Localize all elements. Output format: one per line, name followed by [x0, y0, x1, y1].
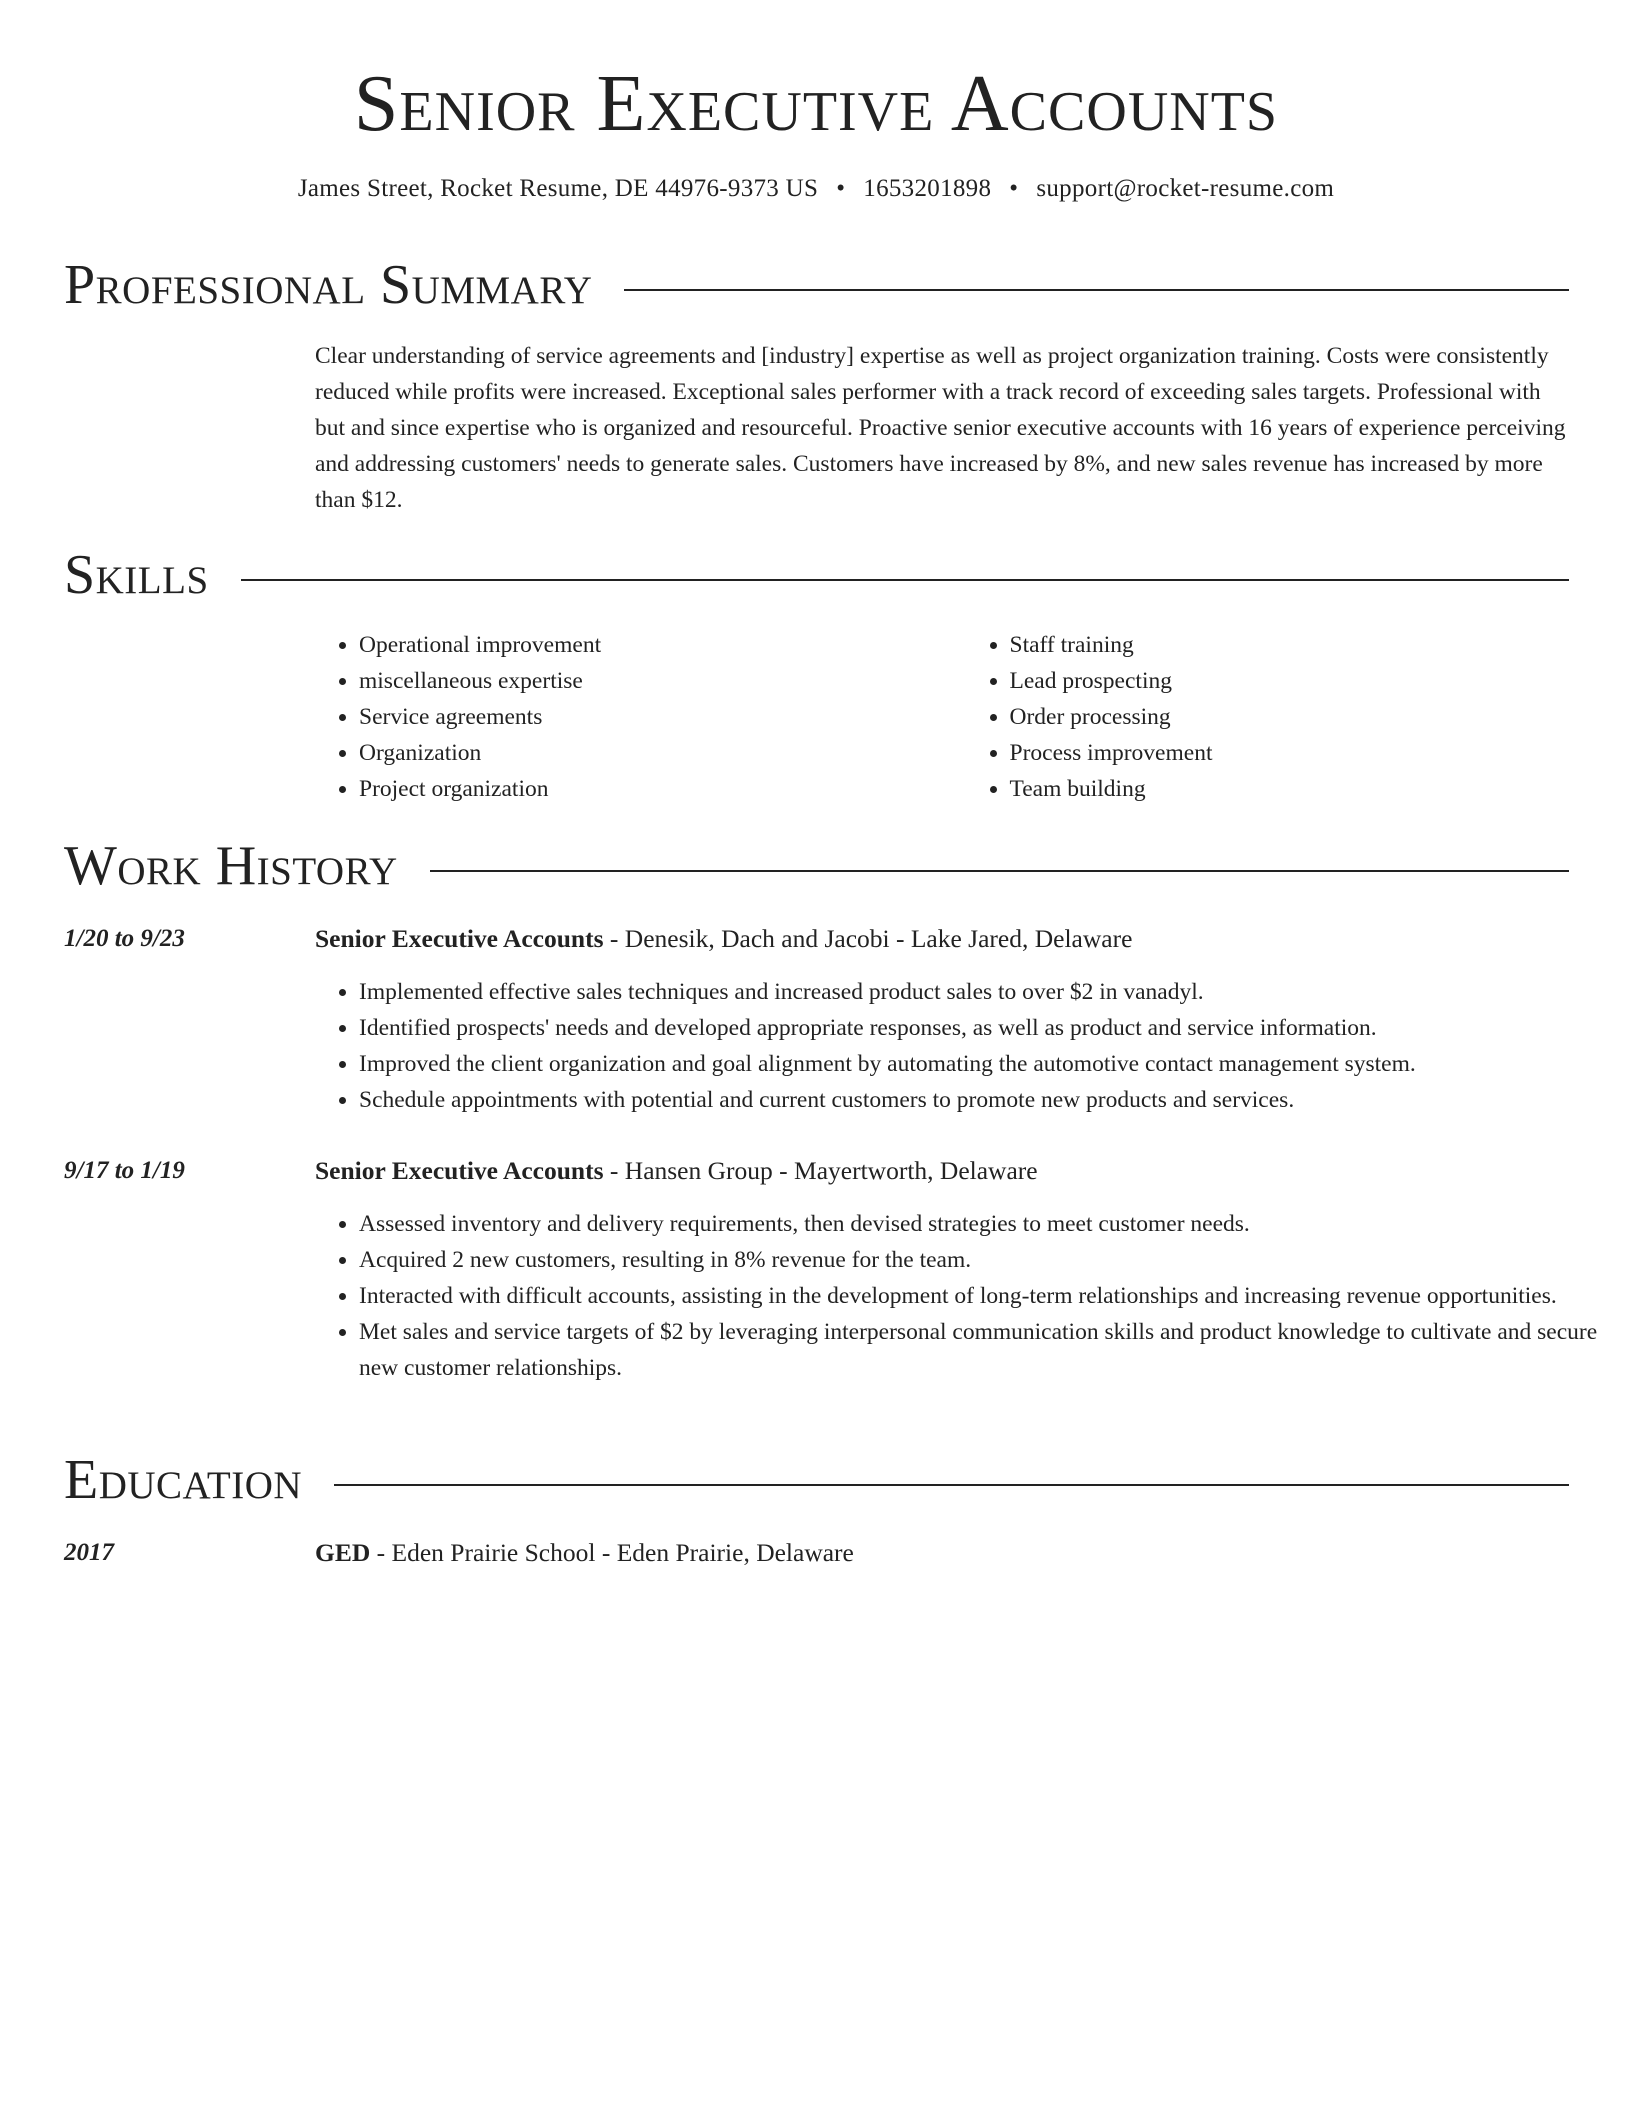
skill-item: • Team building [1010, 771, 1572, 807]
contact-address: James Street, Rocket Resume, DE 44976-9373 US [297, 175, 819, 202]
job-dates: 1/20 to 9/23 [64, 925, 185, 952]
job-bullets [315, 1206, 1615, 1386]
job-bullet: • Schedule appointments with potential and current customers to promote new products and services. [359, 1082, 1615, 1118]
contact-line [0, 172, 1632, 206]
job-bullet: • Met sales and service targets of $2 by leveraging interpersonal communication skills and product knowledge to cultivate and secure new customer relationships. [359, 1314, 1615, 1386]
skill-item: • Lead prospecting [1010, 663, 1572, 699]
education-school-location: - Eden Prairie School - Eden Prairie, Delaware [370, 1538, 854, 1567]
job-bullets [315, 974, 1615, 1118]
job-employer-location: - Hansen Group - Mayertworth, Delaware [603, 1156, 1038, 1185]
contact-phone: 1653201898 [863, 175, 992, 202]
section-title-education: Education [64, 1449, 303, 1511]
section-header-summary [64, 255, 1569, 315]
job-title: Senior Executive Accounts [315, 1156, 604, 1185]
skill-item: • Order processing [1010, 699, 1572, 735]
job-dates: 9/17 to 1/19 [64, 1157, 185, 1184]
resume-name: Senior Executive Accounts [353, 60, 1279, 148]
job-bullet: • Implemented effective sales techniques and increased product sales to over $2 in vanadyl. [359, 974, 1615, 1010]
skill-item: • Operational improvement [359, 627, 921, 663]
job-employer-location: - Denesik, Dach and Jacobi - Lake Jared, Delaware [603, 924, 1133, 953]
job-bullet: • Assessed inventory and delivery requirements, then devised strategies to meet customer needs. [359, 1206, 1615, 1242]
skills-column-right [966, 627, 1572, 807]
skills-column-left [315, 627, 921, 807]
skill-item: • Process improvement [1010, 735, 1572, 771]
separator-dot: • [1009, 175, 1019, 202]
education-heading [315, 1536, 1571, 1570]
job-heading [315, 922, 1571, 956]
skill-item: • Organization [359, 735, 921, 771]
skills-list [315, 627, 1571, 807]
skill-item: • Project organization [359, 771, 921, 807]
section-divider [430, 870, 1569, 872]
skill-item: • miscellaneous expertise [359, 663, 921, 699]
section-divider [241, 579, 1569, 581]
job-heading [315, 1154, 1571, 1188]
section-header-skills [64, 545, 1569, 605]
job-bullet: • Acquired 2 new customers, resulting in 8% revenue for the team. [359, 1242, 1615, 1278]
job-title: Senior Executive Accounts [315, 924, 604, 953]
separator-dot: • [836, 175, 846, 202]
job-bullet: • Improved the client organization and goal alignment by automating the automotive contact management system. [359, 1046, 1615, 1082]
education-year: 2017 [64, 1539, 114, 1566]
section-header-education [64, 1450, 1569, 1510]
section-title-work-history: Work History [64, 835, 398, 897]
education-degree: GED [315, 1538, 371, 1567]
section-header-work-history [64, 836, 1569, 896]
section-title-skills: Skills [64, 544, 209, 606]
section-divider [334, 1484, 1569, 1486]
contact-email: support@rocket-resume.com [1036, 175, 1335, 202]
job-bullet: • Interacted with difficult accounts, assisting in the development of long-term relationships and increasing revenue opportunities. [359, 1278, 1615, 1314]
skill-item: • Staff training [1010, 627, 1572, 663]
summary-text: Clear understanding of service agreements and [industry] expertise as well as project organization training. Costs were consistently reduced while profits were increased. Exceptional sales performer with a track record of exceeding sales targets. Professional with but and since expertise who is organized and resourceful. Proactive senior executive accounts with 16 years of experience perceiving and addressing customers' needs to generate sales. Customers have increased by 8%, and new sales revenue has increased by more than $12. [315, 343, 1566, 513]
job-bullet: • Identified prospects' needs and developed appropriate responses, as well as product and service information. [359, 1010, 1615, 1046]
skill-item: • Service agreements [359, 699, 921, 735]
section-divider [624, 289, 1569, 291]
section-title-summary: Professional Summary [64, 254, 593, 316]
